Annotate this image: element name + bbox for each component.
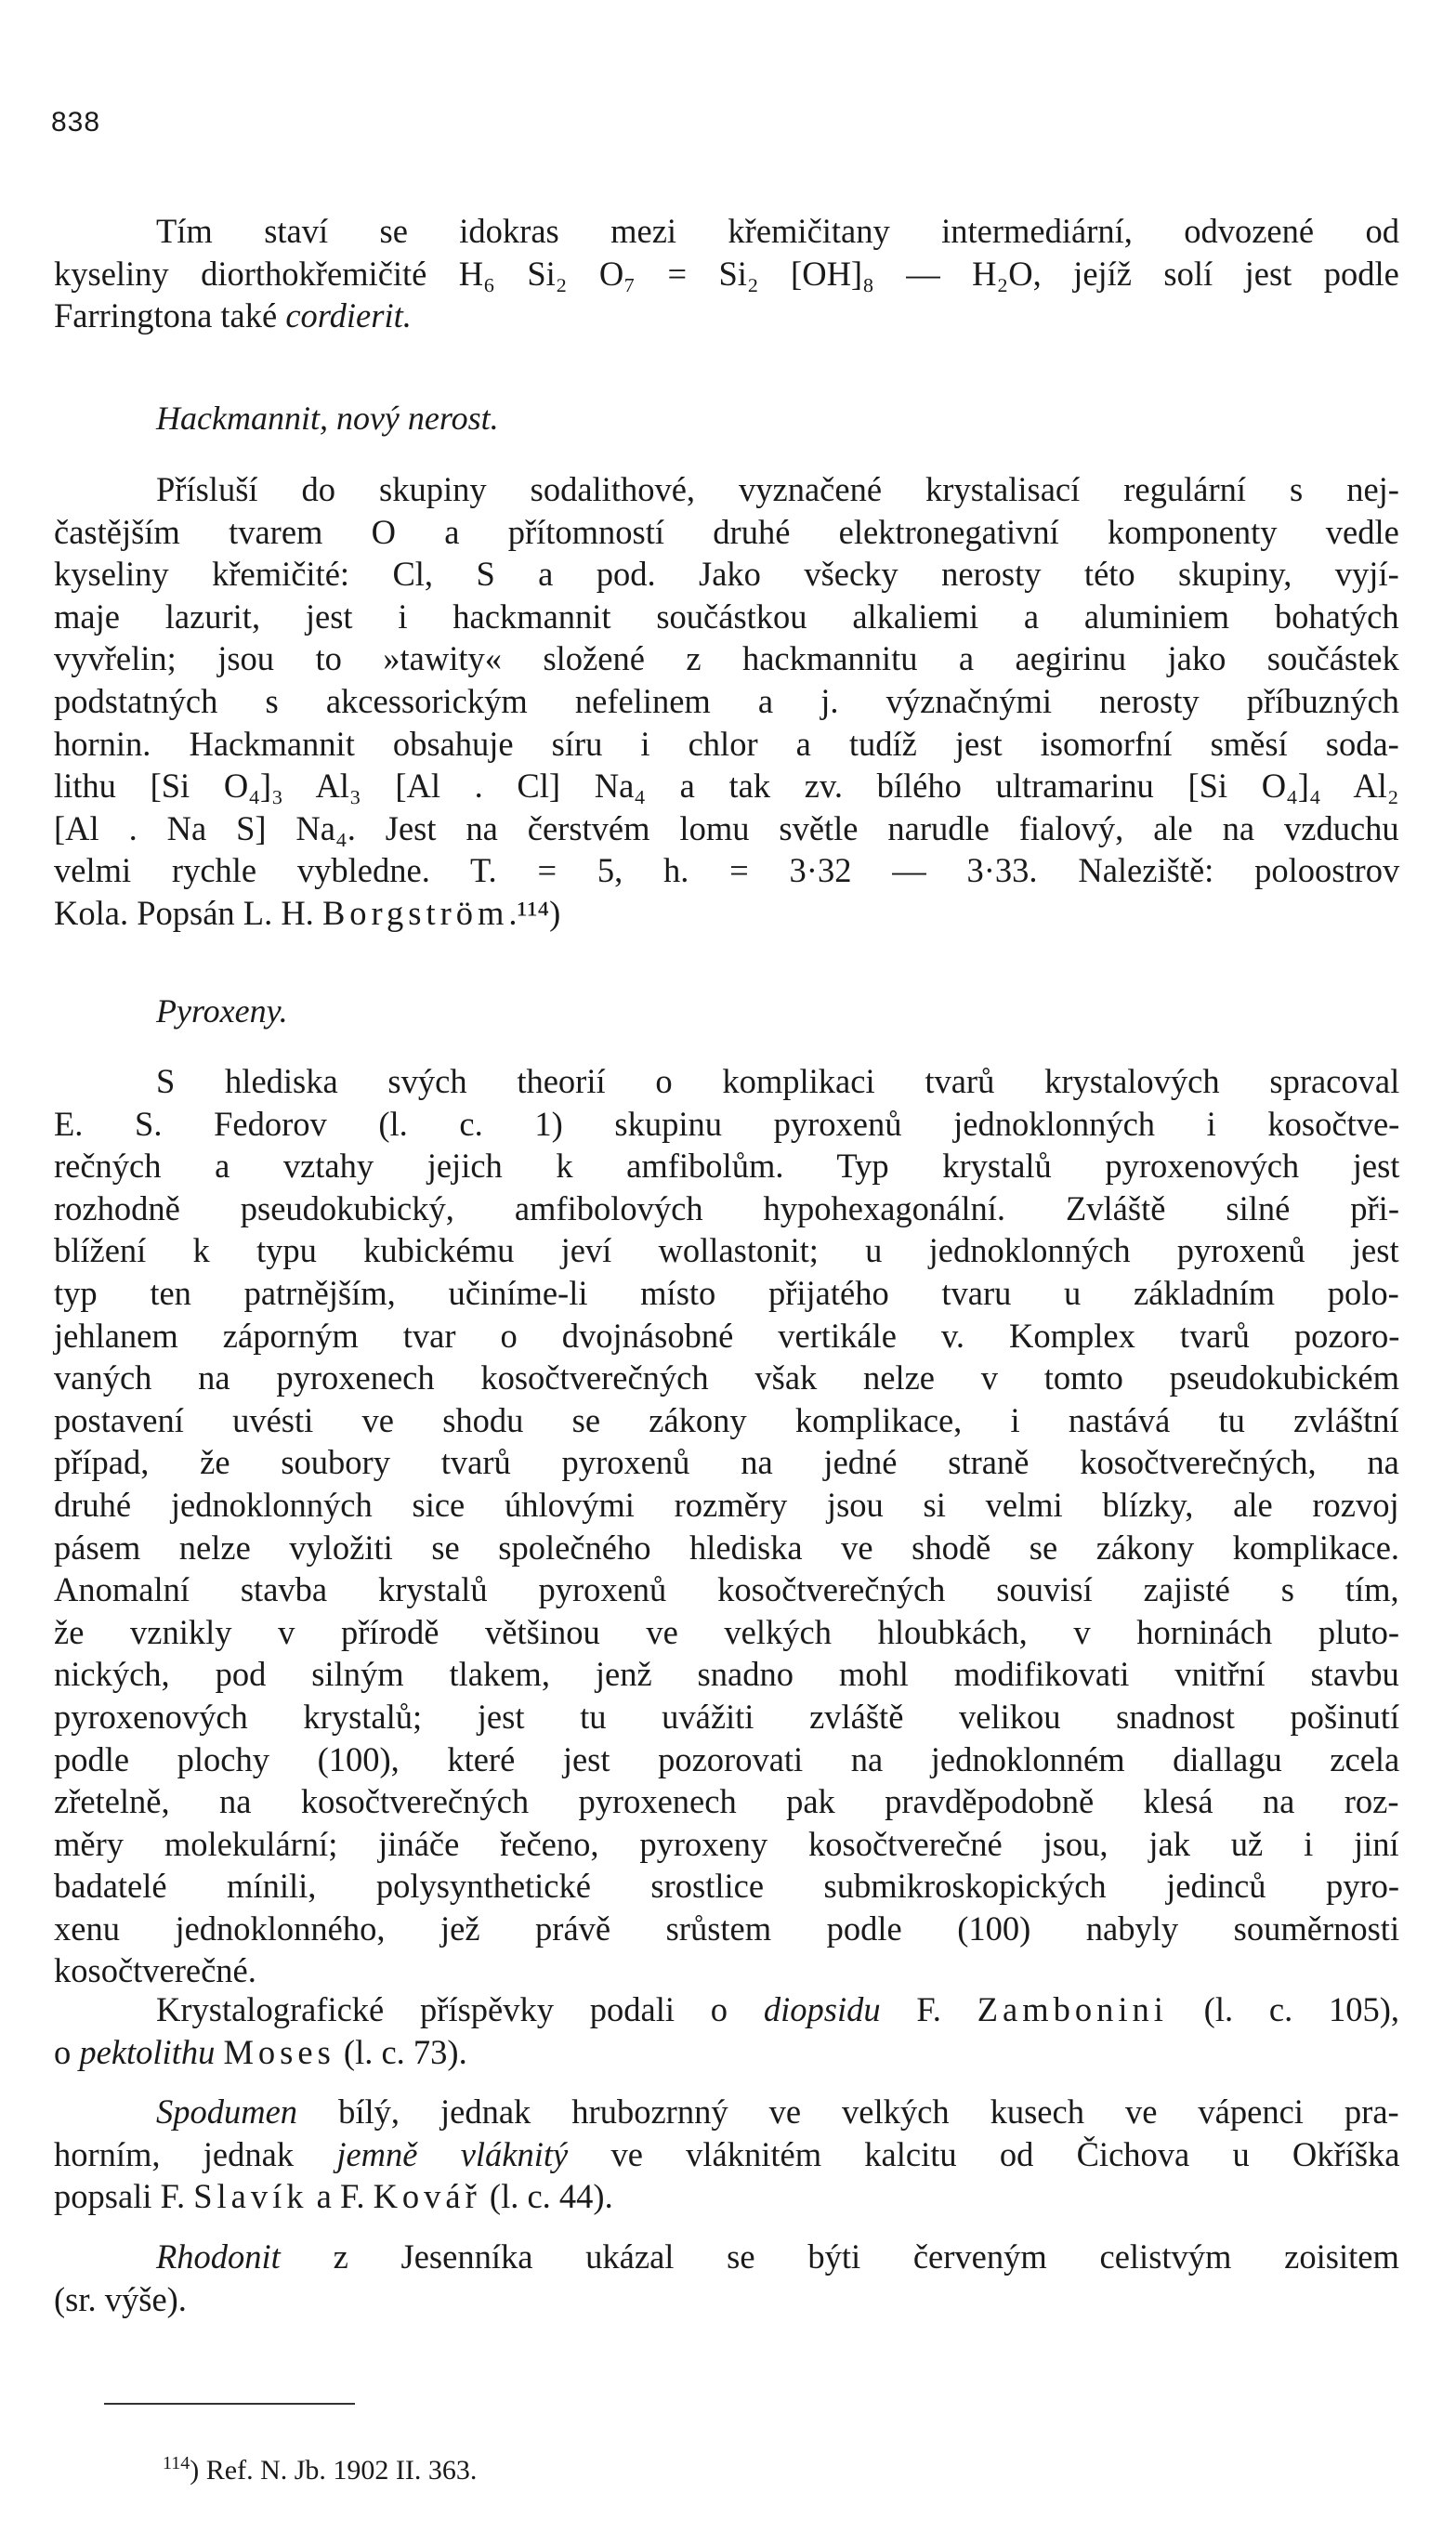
author-moses: Moses <box>223 2032 335 2071</box>
text-line: kyseliny křemičité: Cl, S a pod. Jako všecky nerosty této skupiny, vyjí- <box>54 555 1399 594</box>
text-line: Přísluší do skupiny sodalithové, vyznačené krystalisací regulární s nej- <box>156 470 1399 508</box>
term-spodumen: Spodumen <box>156 2093 298 2131</box>
text-line: o pektolithu Moses (l. c. 73). <box>54 2032 467 2071</box>
text-line: velmi rychle vybledne. T. = 5, h. = 3·32 — 3·33. Naleziště: poloostrov <box>54 851 1400 890</box>
text-line: Anomalní stavba krystalů pyroxenů kosočtverečných souvisí zajisté s tím, <box>54 1570 1399 1609</box>
author-zambonini: Zambonini <box>977 1990 1168 2028</box>
term-jemne-vlaknity: jemně vláknitý <box>336 2134 569 2173</box>
hackmannit-paragraph <box>54 468 1399 935</box>
text-line: [Al . Na S] Na₄. Jest na čerstvém lomu světle narudle fialový, ale na vzduchu <box>54 808 1399 847</box>
footnote-marker: 114 <box>163 2453 190 2473</box>
page-number: 838 <box>51 107 101 138</box>
term-pektolith: pektolithu <box>79 2032 216 2071</box>
text-line: kosočtverečné. <box>54 1951 256 1990</box>
text-line: rečných a vztahy jejich k amfibolům. Typ krystalů pyroxenových jest <box>54 1147 1400 1186</box>
text-line: případ, že soubory tvarů pyroxenů na jedné straně kosočtverečných, na <box>54 1443 1399 1482</box>
term-cordierit: cordierit. <box>285 296 412 335</box>
text-line: Rhodonit z Jesenníka ukázal se býti červeným celistvým zoisitem <box>156 2237 1399 2276</box>
text-line: Krystalografické příspěvky podali o diopsidu F. Zambonini (l. c. 105), <box>156 1990 1400 2028</box>
text-line: vyvřelin; jsou to »tawity« složené z hackmannitu a aegirinu jako součástek <box>54 639 1399 678</box>
author-slavik: Slavík <box>193 2177 308 2216</box>
text-line: popsali F. Slavík a F. Kovář (l. c. 44). <box>54 2177 613 2216</box>
text-line: badatelé mínili, polysynthetické srostlice submikroskopických jedinců pyro- <box>54 1867 1400 1906</box>
text-line: Tím staví se idokras mezi křemičitany intermediární, odvozené od <box>156 212 1399 250</box>
text-line: pyroxenových krystalů; jest tu uvážiti zvláště velikou snadnost pošinutí <box>54 1697 1400 1736</box>
text-line: xenu jednoklonného, jež právě srůstem podle (100) nabyly souměrnosti <box>54 1909 1400 1948</box>
text-line: lithu [Si O₄]₃ Al₃ [Al . Cl] Na₄ a tak zv. bílého ultramarinu [Si O₄]₄ Al₂ <box>54 767 1399 806</box>
pyroxeny-paragraph <box>54 1060 1399 1992</box>
text-line: měry molekulární; jináče řečeno, pyroxeny kosočtverečné jsou, jak už i jiní <box>54 1824 1399 1863</box>
text-line: častějším tvarem O a přítomností druhé elektronegativní komponenty vedle <box>54 512 1399 551</box>
author-kovar: Kovář <box>373 2177 481 2216</box>
pyroxeny-heading: Pyroxeny. <box>156 992 288 1030</box>
text-line: nických, pod silným tlakem, jenž snadno mohl modifikovati vnitřní stavbu <box>54 1655 1399 1694</box>
text-line: maje lazurit, jest i hackmannit součástkou alkaliemi a aluminiem bohatých <box>54 597 1399 636</box>
hackmannit-heading: Hackmannit, nový nerost. <box>156 400 499 437</box>
author-borgstrom: Borgström <box>321 893 509 932</box>
krystalografie-paragraph <box>54 1988 1399 2073</box>
text-line: hornin. Hackmannit obsahuje síru i chlor a tudíž jest isomorfní směsí soda- <box>54 724 1399 763</box>
intro-paragraph <box>54 210 1399 337</box>
term-diopsid: diopsidu <box>763 1990 881 2028</box>
text-line: blížení k typu kubickému jeví wollastonit; u jednoklonných pyroxenů jest <box>54 1231 1399 1270</box>
footnote-text: ) Ref. N. Jb. 1902 II. 363. <box>190 2455 478 2486</box>
text-line: jehlanem záporným tvar o dvojnásobné vertikále v. Komplex tvarů pozoro- <box>54 1316 1400 1355</box>
footnote-divider <box>104 2403 355 2405</box>
spodumen-paragraph <box>54 2091 1399 2218</box>
text-line: kyseliny diorthokřemičité H₆ Si₂ O₇ = Si₂ [OH]₈ — H₂O, jejíž solí jest podle <box>54 254 1399 293</box>
text-line: S hlediska svých theorií o komplikaci tvarů krystalových spracoval <box>156 1062 1400 1100</box>
text-line: typ ten patrnějším, učiníme-li místo přijatého tvaru u základním polo- <box>54 1273 1399 1312</box>
footnote <box>163 2453 477 2486</box>
text-line: Spodumen bílý, jednak hrubozrnný ve velkých kusech ve vápenci pra- <box>156 2093 1399 2131</box>
text-line: druhé jednoklonných sice úhlovými rozměry jsou si velmi blízky, ale rozvoj <box>54 1485 1399 1524</box>
text-line: že vznikly v přírodě většinou ve velkých hloubkách, v horninách pluto- <box>54 1612 1400 1651</box>
text-line: podle plochy (100), které jest pozorovati na jednoklonném diallagu zcela <box>54 1739 1400 1778</box>
text-line: (sr. výše). <box>54 2279 187 2318</box>
text-line: Farringtona také cordierit. <box>54 296 412 335</box>
term-rhodonit: Rhodonit <box>156 2237 281 2276</box>
text-line: podstatných s akcessorickým nefelinem a j. význačnými nerosty příbuzných <box>54 681 1399 720</box>
text-line: postavení uvésti ve shodu se zákony komplikace, i nastává tu zvláštní <box>54 1400 1399 1439</box>
text-line: horním, jednak jemně vláknitý ve vláknitém kalcitu od Čichova u Okříška <box>54 2134 1400 2173</box>
text-line: Kola. Popsán L. H. Borgström.¹¹⁴) <box>54 893 561 932</box>
text-line: pásem nelze vyložiti se společného hlediska ve shodě se zákony komplikace. <box>54 1528 1400 1567</box>
text-line: rozhodně pseudokubický, amfibolových hypohexagonální. Zvláště silné při- <box>54 1188 1399 1227</box>
text-line: zřetelně, na kosočtverečných pyroxenech pak pravděpodobně klesá na roz- <box>54 1782 1399 1821</box>
rhodonit-paragraph <box>54 2236 1399 2320</box>
text-line: vaných na pyroxenech kosočtverečných však nelze v tomto pseudokubickém <box>54 1358 1400 1397</box>
text-line: E. S. Fedorov (l. c. 1) skupinu pyroxenů jednoklonných i kosočtve- <box>54 1104 1400 1143</box>
